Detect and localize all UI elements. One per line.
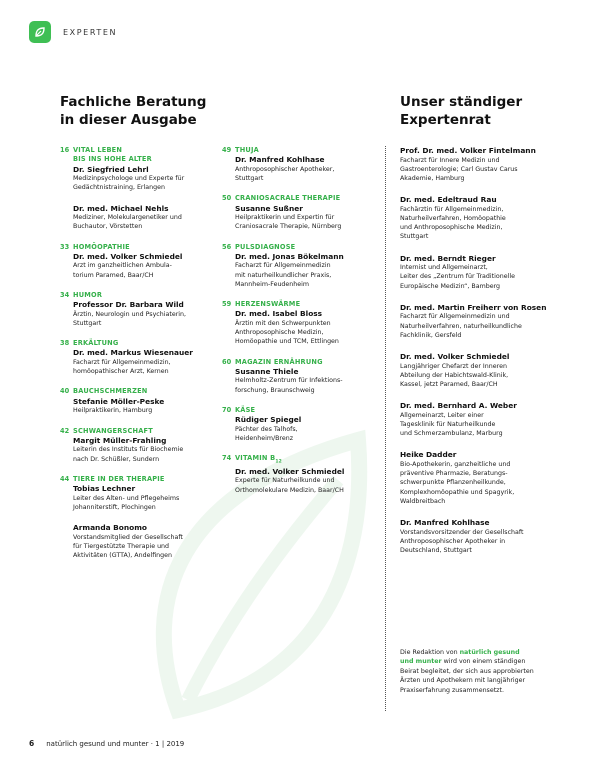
expert-entry-body: [73, 291, 228, 328]
expert-description: Facharzt für Allgemeinmedizin,: [73, 359, 171, 367]
board-member-description: Facharzt für Innere Medizin und: [400, 156, 500, 164]
board-member-description: Kassel, jetzt Paramed, Baar/CH: [400, 381, 498, 389]
expert-description: Gedächtnistraining, Erlangen: [73, 184, 165, 192]
expert-entry: [60, 475, 228, 512]
expert-entry-body: [235, 358, 390, 395]
topic-heading: [235, 194, 390, 203]
expert-description: Ärztin, Neurologin und Psychiaterin,: [73, 310, 187, 318]
page-ref: 40: [60, 387, 70, 396]
expert-name: Dr. med. Markus Wiesenauer: [73, 348, 193, 358]
expert-entry: [60, 291, 228, 328]
expert-description: Experte für Naturheilkunde und: [235, 477, 335, 485]
topic-heading: [73, 387, 228, 396]
expert-description: Arzt im ganzheitlichen Ambula-: [73, 262, 172, 270]
board-member-description: Komplexhomöopathie und Spagyrik,: [400, 488, 515, 496]
board-member-description: Tagesklinik für Naturheilkunde: [400, 421, 496, 429]
expert-entry-body: [73, 146, 228, 193]
board-member-entry: [400, 254, 578, 291]
expert-entry: [60, 523, 228, 560]
board-member-name: Dr. med. Bernhard A. Weber: [400, 401, 517, 411]
board-member-description: Akademie, Hamburg: [400, 175, 465, 182]
board-member-description: und Anthroposophische Medizin,: [400, 224, 503, 232]
expert-name: Dr. med. Michael Nehls: [73, 203, 169, 213]
topic-text: SCHWANGERSCHAFT: [73, 426, 153, 435]
topic-text: VITAMIN B: [235, 454, 276, 463]
expert-entry: [60, 427, 228, 464]
board-member-description: Waldbreitbach: [400, 497, 446, 505]
board-member-name: Dr. Manfred Kohlhase: [400, 518, 490, 528]
board-footnote: [400, 648, 580, 695]
topic-heading: [73, 291, 228, 300]
expert-description: Johanniterstift, Plochingen: [73, 503, 156, 511]
expert-description: forschung, Braunschweig: [235, 386, 315, 394]
expert-name: Armanda Bonomo: [73, 523, 147, 533]
footnote-pre: Die Redaktion von: [400, 649, 460, 656]
board-member-description: Anthroposophischer Apotheker in: [400, 537, 506, 545]
expert-entry: [60, 243, 228, 280]
board-member-description: und Schmerzambulanz, Marburg: [400, 430, 503, 438]
topic-text: ERKÄLTUNG: [73, 339, 119, 348]
board-member-description: Allgemeinarzt, Leiter einer: [400, 411, 484, 419]
topic-heading: [73, 475, 228, 484]
expert-entry: [222, 300, 390, 347]
footnote-line4: Ärzten und Apothekern mit langjähriger: [400, 677, 526, 685]
topic-heading: [235, 406, 390, 415]
expert-name: Margit Müller-Frahling: [73, 435, 167, 445]
left-title-line2: in dieser Ausgabe: [60, 112, 197, 128]
board-member-description: Naturheilverfahren, naturheilkundliche: [400, 322, 522, 330]
page-ref: 38: [60, 339, 70, 348]
expert-description: Anthroposophische Medizin,: [235, 329, 324, 337]
page-ref: 56: [222, 242, 232, 251]
expert-entry: [60, 146, 228, 193]
expert-description: Helmholtz-Zentrum für Infektions-: [235, 377, 343, 385]
topic-text: PULSDIAGNOSE: [235, 242, 296, 251]
page-ref: 74: [222, 454, 232, 463]
expert-description: mit naturheilkundlicher Praxis,: [235, 271, 332, 279]
expert-description: homöopathischer Arzt, Kernen: [73, 368, 169, 376]
board-member-description: Deutschland, Stuttgart: [400, 547, 472, 555]
board-member-description: Europäische Medizin“, Bamberg: [400, 282, 501, 290]
expert-entry-body: [73, 387, 228, 415]
expert-description: Orthomolekulare Medizin, Baar/CH: [235, 486, 344, 494]
expert-description: Buchautor, Vörstetten: [73, 223, 143, 231]
topic-text: HERZENSWÄRME: [235, 300, 301, 309]
topic-text: HOMÖOPATHIE: [73, 242, 130, 251]
left-title-line1: Fachliche Beratung: [60, 94, 207, 110]
expert-entry-body: [73, 523, 228, 560]
board-member-description: Bio-Apothekerin, ganzheitliche und: [400, 461, 511, 469]
expert-description: Mannheim-Feudenheim: [235, 280, 310, 288]
page-ref: 44: [60, 474, 70, 483]
board-member-description: Facharzt für Allgemeinmedizin und: [400, 313, 510, 321]
page-ref: 59: [222, 300, 232, 309]
dotted-divider: [385, 146, 386, 711]
expert-entry-body: [235, 406, 390, 443]
page-ref: 70: [222, 405, 232, 414]
expert-entry: [222, 194, 390, 231]
expert-entry: [222, 243, 390, 290]
expert-description: für Tiergestützte Therapie und: [73, 542, 170, 550]
expert-description: Heidenheim/Brenz: [235, 434, 294, 442]
advisory-board-column: [400, 146, 578, 567]
board-member-description: präventive Pharmazie, Beratungs-: [400, 470, 508, 478]
footnote-line3: Beirat begleitet, der sich aus approbierten: [400, 667, 534, 675]
expert-name: Dr. med. Volker Schmiedel: [73, 251, 183, 261]
expert-name: Dr. med. Jonas Bökelmann: [235, 251, 344, 261]
board-member-description: Fachklinik, Gersfeld: [400, 331, 462, 339]
board-member-entry: [400, 518, 578, 555]
expert-entry-body: [73, 475, 228, 512]
board-member-name: Dr. med. Martin Freiherr von Rosen: [400, 302, 547, 312]
right-section-title: [400, 93, 570, 129]
expert-description: Pächter des Talhofs,: [235, 425, 298, 433]
topic-text: HUMOR: [73, 290, 103, 299]
expert-description: Craniosacrale Therapie, Nürnberg: [235, 223, 342, 231]
board-member-description: Naturheilverfahren, Homöopathie: [400, 215, 506, 222]
footnote-line5: Praxiserfahrung zusammensetzt.: [400, 686, 504, 694]
expert-entry-body: [235, 194, 390, 231]
expert-description: Facharzt für Allgemeinmedizin: [235, 262, 331, 270]
expert-entry: [222, 358, 390, 395]
page-ref: 50: [222, 194, 232, 203]
expert-entry-body: [235, 243, 390, 290]
expert-entry-body: [235, 146, 390, 183]
expert-description: nach Dr. Schüßler, Sundern: [73, 455, 160, 463]
expert-name: Tobias Lechner: [73, 484, 136, 494]
expert-name: Dr. med. Volker Schmiedel: [235, 466, 345, 476]
topic-text: THUJA: [235, 146, 259, 154]
experts-column-2: [222, 146, 390, 506]
topic-heading: [235, 243, 390, 252]
topic-heading: [235, 300, 390, 309]
expert-entry-body: [73, 204, 228, 232]
section-header: [29, 20, 117, 44]
leaf-icon: [29, 21, 51, 43]
expert-name: Dr. med. Isabel Bloss: [235, 309, 323, 319]
board-member-entry: [400, 195, 578, 241]
board-member-description: Abteilung der Habichtswald-Klinik,: [400, 371, 509, 379]
footnote-line2: wird von einem ständigen: [441, 658, 526, 666]
board-member-description: Vorstandsvorsitzender der Gesellschaft: [400, 528, 524, 536]
topic-heading: [73, 427, 228, 436]
board-member-name: Heike Dadder: [400, 450, 457, 460]
topic-text: KÄSE: [235, 405, 256, 414]
topic-heading: [235, 146, 390, 155]
board-member-entry: [400, 146, 578, 183]
footnote-highlight-1: natürlich gesund: [459, 649, 520, 656]
page-ref: 42: [60, 426, 70, 435]
board-member-entry: [400, 401, 578, 438]
expert-description: Leiterin des Instituts für Biochemie: [73, 446, 184, 454]
expert-description: Leiter des Alten- und Pflegeheims: [73, 494, 180, 502]
section-label: EXPERTEN: [63, 27, 118, 37]
topic-subscript: 12: [275, 459, 282, 465]
topic-heading: [73, 339, 228, 348]
board-member-description: Fachärztin für Allgemeinmedizin,: [400, 205, 504, 213]
topic-text: TIERE IN DER THERAPIE: [73, 474, 165, 483]
left-section-title: [60, 93, 260, 129]
board-member-description: Stuttgart: [400, 233, 429, 241]
page-ref: 60: [222, 357, 232, 366]
board-member-description: Langjähriger Chefarzt der Inneren: [400, 362, 507, 370]
board-member-description: Leiter des „Zentrum für Traditionelle: [400, 273, 515, 281]
right-title-line1: Unser ständiger: [400, 94, 523, 110]
expert-description: Aktivitäten (GTTA), Andelfingen: [73, 552, 173, 560]
expert-description: Heilpraktikerin und Expertin für: [235, 214, 335, 222]
board-member-name: Dr. med. Edeltraud Rau: [400, 195, 497, 205]
topic-heading: [73, 146, 228, 155]
board-member-name: Prof. Dr. med. Volker Fintelmann: [400, 146, 536, 155]
expert-entry: [60, 387, 228, 415]
board-member-entry: [400, 450, 578, 506]
expert-description: Anthroposophischer Apotheker,: [235, 165, 335, 173]
expert-description: Homöopathie und TCM, Ettlingen: [235, 338, 339, 346]
expert-entry: [222, 406, 390, 443]
topic-heading-line2: BIS INS HOHE ALTER: [73, 155, 152, 164]
expert-entry-body: [73, 339, 228, 376]
topic-text: BAUCHSCHMERZEN: [73, 387, 148, 396]
expert-description: Mediziner, Molekulargenetiker und: [73, 214, 182, 222]
expert-entry-body: [73, 427, 228, 464]
expert-description: Ärztin mit den Schwerpunkten: [235, 319, 331, 327]
expert-name: Dr. Manfred Kohlhase: [235, 155, 325, 165]
board-member-description: Internist und Allgemeinarzt,: [400, 264, 488, 272]
expert-description: Stuttgart: [73, 319, 102, 327]
right-title-line2: Expertenrat: [400, 112, 491, 128]
page-ref: 16: [60, 146, 70, 154]
expert-name: Professor Dr. Barbara Wild: [73, 300, 184, 310]
page-footer: [29, 739, 184, 748]
footer-publication: natürlich gesund und munter · 1 | 2019: [46, 739, 185, 748]
expert-description: Medizinpsychologe und Experte für: [73, 175, 185, 183]
board-member-description: schwerpunkte Pflanzenheilkunde,: [400, 479, 506, 487]
footnote-highlight-2: und munter: [400, 658, 442, 666]
topic-heading: [73, 243, 228, 252]
expert-entry: [60, 204, 228, 232]
page-ref: 34: [60, 290, 70, 299]
topic-heading: [235, 454, 390, 467]
topic-text: CRANIOSACRALE THERAPIE: [235, 194, 341, 203]
expert-entry: [60, 339, 228, 376]
board-member-description: Gastroenterologie; Carl Gustav Carus: [400, 165, 518, 173]
expert-entry-body: [235, 454, 390, 495]
board-member-entry: [400, 352, 578, 389]
expert-name: Susanne Thiele: [235, 366, 299, 376]
expert-name: Susanne Sußner: [235, 203, 303, 213]
expert-name: Rüdiger Spiegel: [235, 415, 302, 425]
expert-entry-body: [235, 300, 390, 347]
page-ref: 33: [60, 242, 70, 251]
board-member-name: Dr. med. Volker Schmiedel: [400, 352, 510, 362]
page-ref: 49: [222, 146, 232, 154]
expert-description: torium Paramed, Baar/CH: [73, 271, 154, 279]
expert-description: Stuttgart: [235, 175, 264, 183]
expert-description: Heilpraktikerin, Hamburg: [73, 407, 153, 415]
expert-name: Stefanie Möller-Peske: [73, 396, 165, 406]
expert-name: Dr. Siegfried Lehrl: [73, 164, 149, 174]
expert-entry: [222, 146, 390, 183]
expert-description: Vorstandsmitglied der Gesellschaft: [73, 533, 183, 541]
board-member-entry: [400, 303, 578, 340]
experts-column-1: [60, 146, 228, 571]
page-number: 6: [29, 739, 35, 748]
topic-text: MAGAZIN ERNÄHRUNG: [235, 357, 323, 366]
topic-heading: [235, 358, 390, 367]
board-member-name: Dr. med. Berndt Rieger: [400, 253, 496, 263]
expert-entry: [222, 454, 390, 495]
topic-text: VITAL LEBEN: [73, 146, 123, 154]
expert-entry-body: [73, 243, 228, 280]
